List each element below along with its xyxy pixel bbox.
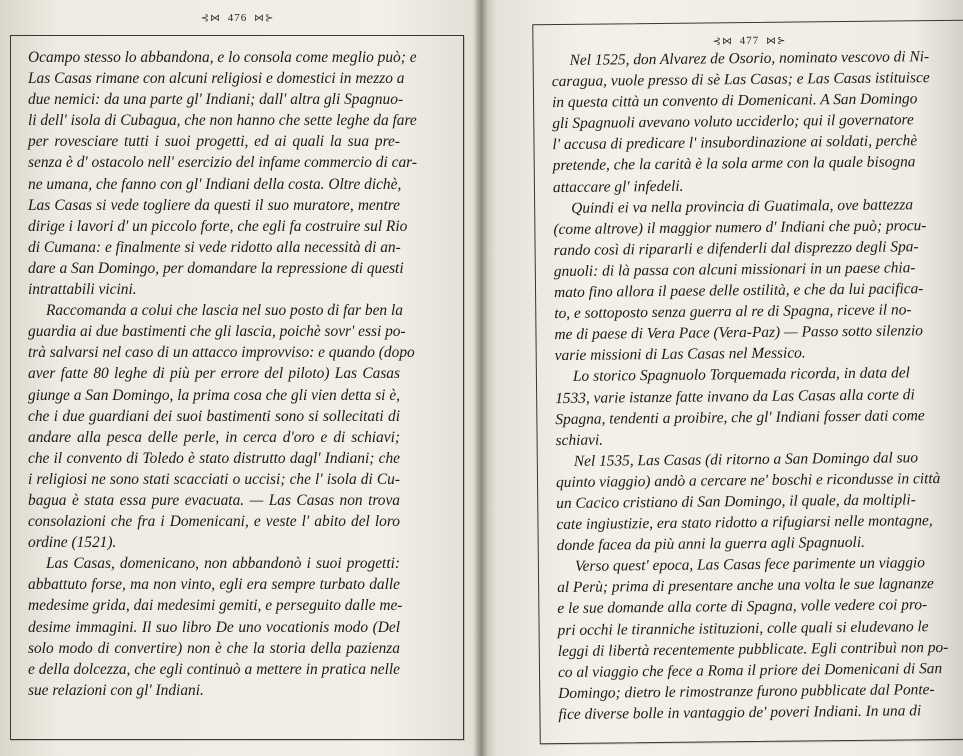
text-line: rando così di ripararli e difenderli dal disprezzo degli Spa- (553, 238, 919, 259)
text-line: leggi di libertà recentemente pubblicate. Egli contribuì non po- (557, 638, 949, 660)
text-line: dare a San Domingo, per domandare la repressione di questi (28, 259, 404, 277)
text-line: quinto viaggio) andò a cercare ne' boschi e ricondusse in città (555, 469, 941, 491)
text-line: medesime grida, dai medesimi gemiti, e perseguito dalle me- (28, 597, 403, 615)
text-line: per rovesciare tutti i suoi progetti, ed ai quali la sua pre- (28, 133, 400, 151)
text-line: Lo storico Spagnuolo Torquemada ricorda, in data del (572, 364, 911, 386)
text-line: Spagna, tendenti a proibire, che gl' Indiani fosser dati come (555, 406, 925, 428)
text-line: cate ingiustizie, era stato ridotto a rifugiarsi nelle montagne, (556, 512, 933, 534)
right-page (488, 0, 963, 756)
text-line: co al viaggio che fece a Roma il priore dei Domenicani di San (557, 659, 943, 681)
text-line: intrattabili vicini. (28, 281, 137, 299)
text-line: Raccomanda a colui che lascia nel suo posto di far ben la (46, 302, 403, 320)
text-line: un Cacico cristiano di San Domingo, il quale, da moltipli- (556, 491, 916, 513)
book-gutter (474, 0, 488, 756)
text-line: to, e sottoposto senza guerra al re di Spagna, riceve il no- (554, 301, 912, 323)
right-ornament-icon: ⋈⊱ (765, 35, 787, 47)
text-line: caragua, vuole presso di sè Las Casas; e Las Casas istituisce (551, 69, 930, 91)
text-line: varie missioni di Las Casas nel Messico. (554, 344, 806, 365)
right-page-text (551, 46, 949, 725)
text-line: (come altrove) il maggior numero d' Indiani che può; procu- (553, 216, 927, 238)
text-line: due nemici: da una parte gl' Indiani; dall' altra gli Spagnuo- (28, 91, 404, 109)
text-line: Las Casas rimane con alcuni religiosi e domestici in mezzo a (28, 70, 405, 88)
text-line: Verso quest' epoca, Las Casas fece parimente un viaggio (574, 554, 925, 576)
right-ornament-icon: ⋈⊱ (254, 13, 275, 24)
text-line: che il convento di Toledo è stato distrutto dagl' Indiani; che (28, 449, 400, 467)
text-line: l' accusa di predicare l' insubordinazione ai soldati, perchè (552, 132, 918, 154)
text-line: giunge a San Domingo, la prima cosa che gli vien detta si è, (28, 386, 400, 404)
text-line: al Perù; prima di presentare anche una volta le sue lagnanze (557, 575, 934, 597)
text-line: gnuoli: di là passa con alcuni missionari in un paese chia- (553, 259, 916, 281)
left-page-text (28, 47, 417, 701)
text-line: donde facea da più anni la guerra agli Spagnuoli. (556, 533, 865, 555)
text-line: e della dolcezza, che egli continuò a mettere in pratica nelle (28, 660, 400, 678)
text-line: senza è d' ostacolo nell' esercizio del infame commercio di car- (28, 154, 417, 172)
text-line: consolazioni che fra i Domenicani, e veste l' abito del loro (28, 513, 400, 531)
text-line: fice diverse bolle in vantaggio de' poveri Indiani. In una di (558, 702, 922, 723)
text-line: Nel 1525, don Alvarez de Osorio, nominato vescovo di Ni- (569, 48, 930, 69)
text-line: Las Casas si vede togliere da questi il suo muratore, mentre (28, 196, 400, 214)
text-line: Domingo; dietro le rimostranze furono pubblicate dal Ponte- (558, 680, 935, 702)
text-line: pri occhi le tiranniche istituzioni, colle quali si eludevano le (557, 617, 929, 639)
text-line: mato fino allora il paese delle ostilità, e che da lui pacifica- (553, 280, 924, 302)
text-line: Ocampo stesso lo abbandona, e lo consola come meglio può; e (28, 49, 417, 66)
text-line: ne umana, che fanno con gl' Indiani della costa. Oltre dichè, (28, 175, 402, 193)
text-line: desime immagini. Il suo libro De uno vocationis modo (Del (28, 618, 400, 636)
text-line: Quindi ei va nella provincia di Guatimala, ove battezza (571, 195, 914, 217)
text-line: li dell' isola di Cubagua, che non hanno che sette leghe da fare (28, 112, 417, 130)
text-line: aver fatte 80 leghe di più per errore del piloto) Las Casas (28, 365, 400, 383)
text-line: Nel 1535, Las Casas (di ritorno a San Domingo dal suo (573, 449, 919, 470)
text-line: e le sue domande alla corte di Spagna, volle vedere coi pro- (557, 596, 928, 618)
text-line: sue relazioni con gl' Indiani. (28, 681, 204, 699)
text-line: di Cumana: e finalmente si vede ridotto alla necessità di an- (28, 238, 401, 256)
left-page (0, 0, 475, 756)
text-line: guardia ai due bastimenti che gli lascia, poichè sovr' essi po- (28, 323, 406, 341)
text-line: 1533, varie istanze fatte invano da Las Casas alla corte di (555, 385, 915, 407)
left-ornament-icon: ⊰⋈ (712, 36, 733, 48)
text-line: dirige i lavori d' un piccolo forte, che egli fa costruire sul Rio (28, 217, 408, 235)
text-line: andare alla pesca delle perle, in cerca d'oro e di schiavi; (28, 428, 400, 446)
text-line: bagua è stata essa pure evacuata. — Las Casas non trova (28, 491, 400, 509)
right-page-number: 477 (739, 34, 760, 48)
text-line: schiavi. (555, 431, 604, 449)
text-line: solo modo di convertire) non è che la storia della pazienza (28, 639, 400, 657)
right-page-frame (532, 20, 963, 745)
text-line: i religiosi ne sono stati scacciati o uccisi; che l' isola di Cu- (28, 470, 400, 488)
text-line: che i due guardiani dei suoi bastimenti sono si sollecitati di (28, 407, 400, 425)
text-line: attaccare gl' infedeli. (552, 177, 684, 196)
text-line: abbattuto forse, ma non vinto, egli era sempre turbato dalle (28, 576, 400, 594)
text-line: ordine (1521). (28, 534, 117, 552)
text-line: pretende, che la carità è la sola arme con la quale bisogna (552, 153, 916, 175)
text-line: me di paese di Vera Pace (Vera-Paz) — Passo sotto silenzio (554, 322, 924, 344)
text-line: gli Spagnuoli avevano voluto ucciderlo; qui il governatore (552, 111, 914, 133)
text-line: in questa città un convento di Domenicani. A San Domingo (551, 90, 918, 112)
text-line: Las Casas, domenicano, non abbandonò i suoi progetti: (46, 555, 400, 573)
left-page-number: 476 (227, 12, 248, 24)
text-line: trà salvarsi nel caso di un attacco improvviso: e quando (dopo (28, 344, 415, 362)
left-page-header (0, 12, 475, 24)
left-ornament-icon: ⊰⋈ (200, 13, 221, 24)
